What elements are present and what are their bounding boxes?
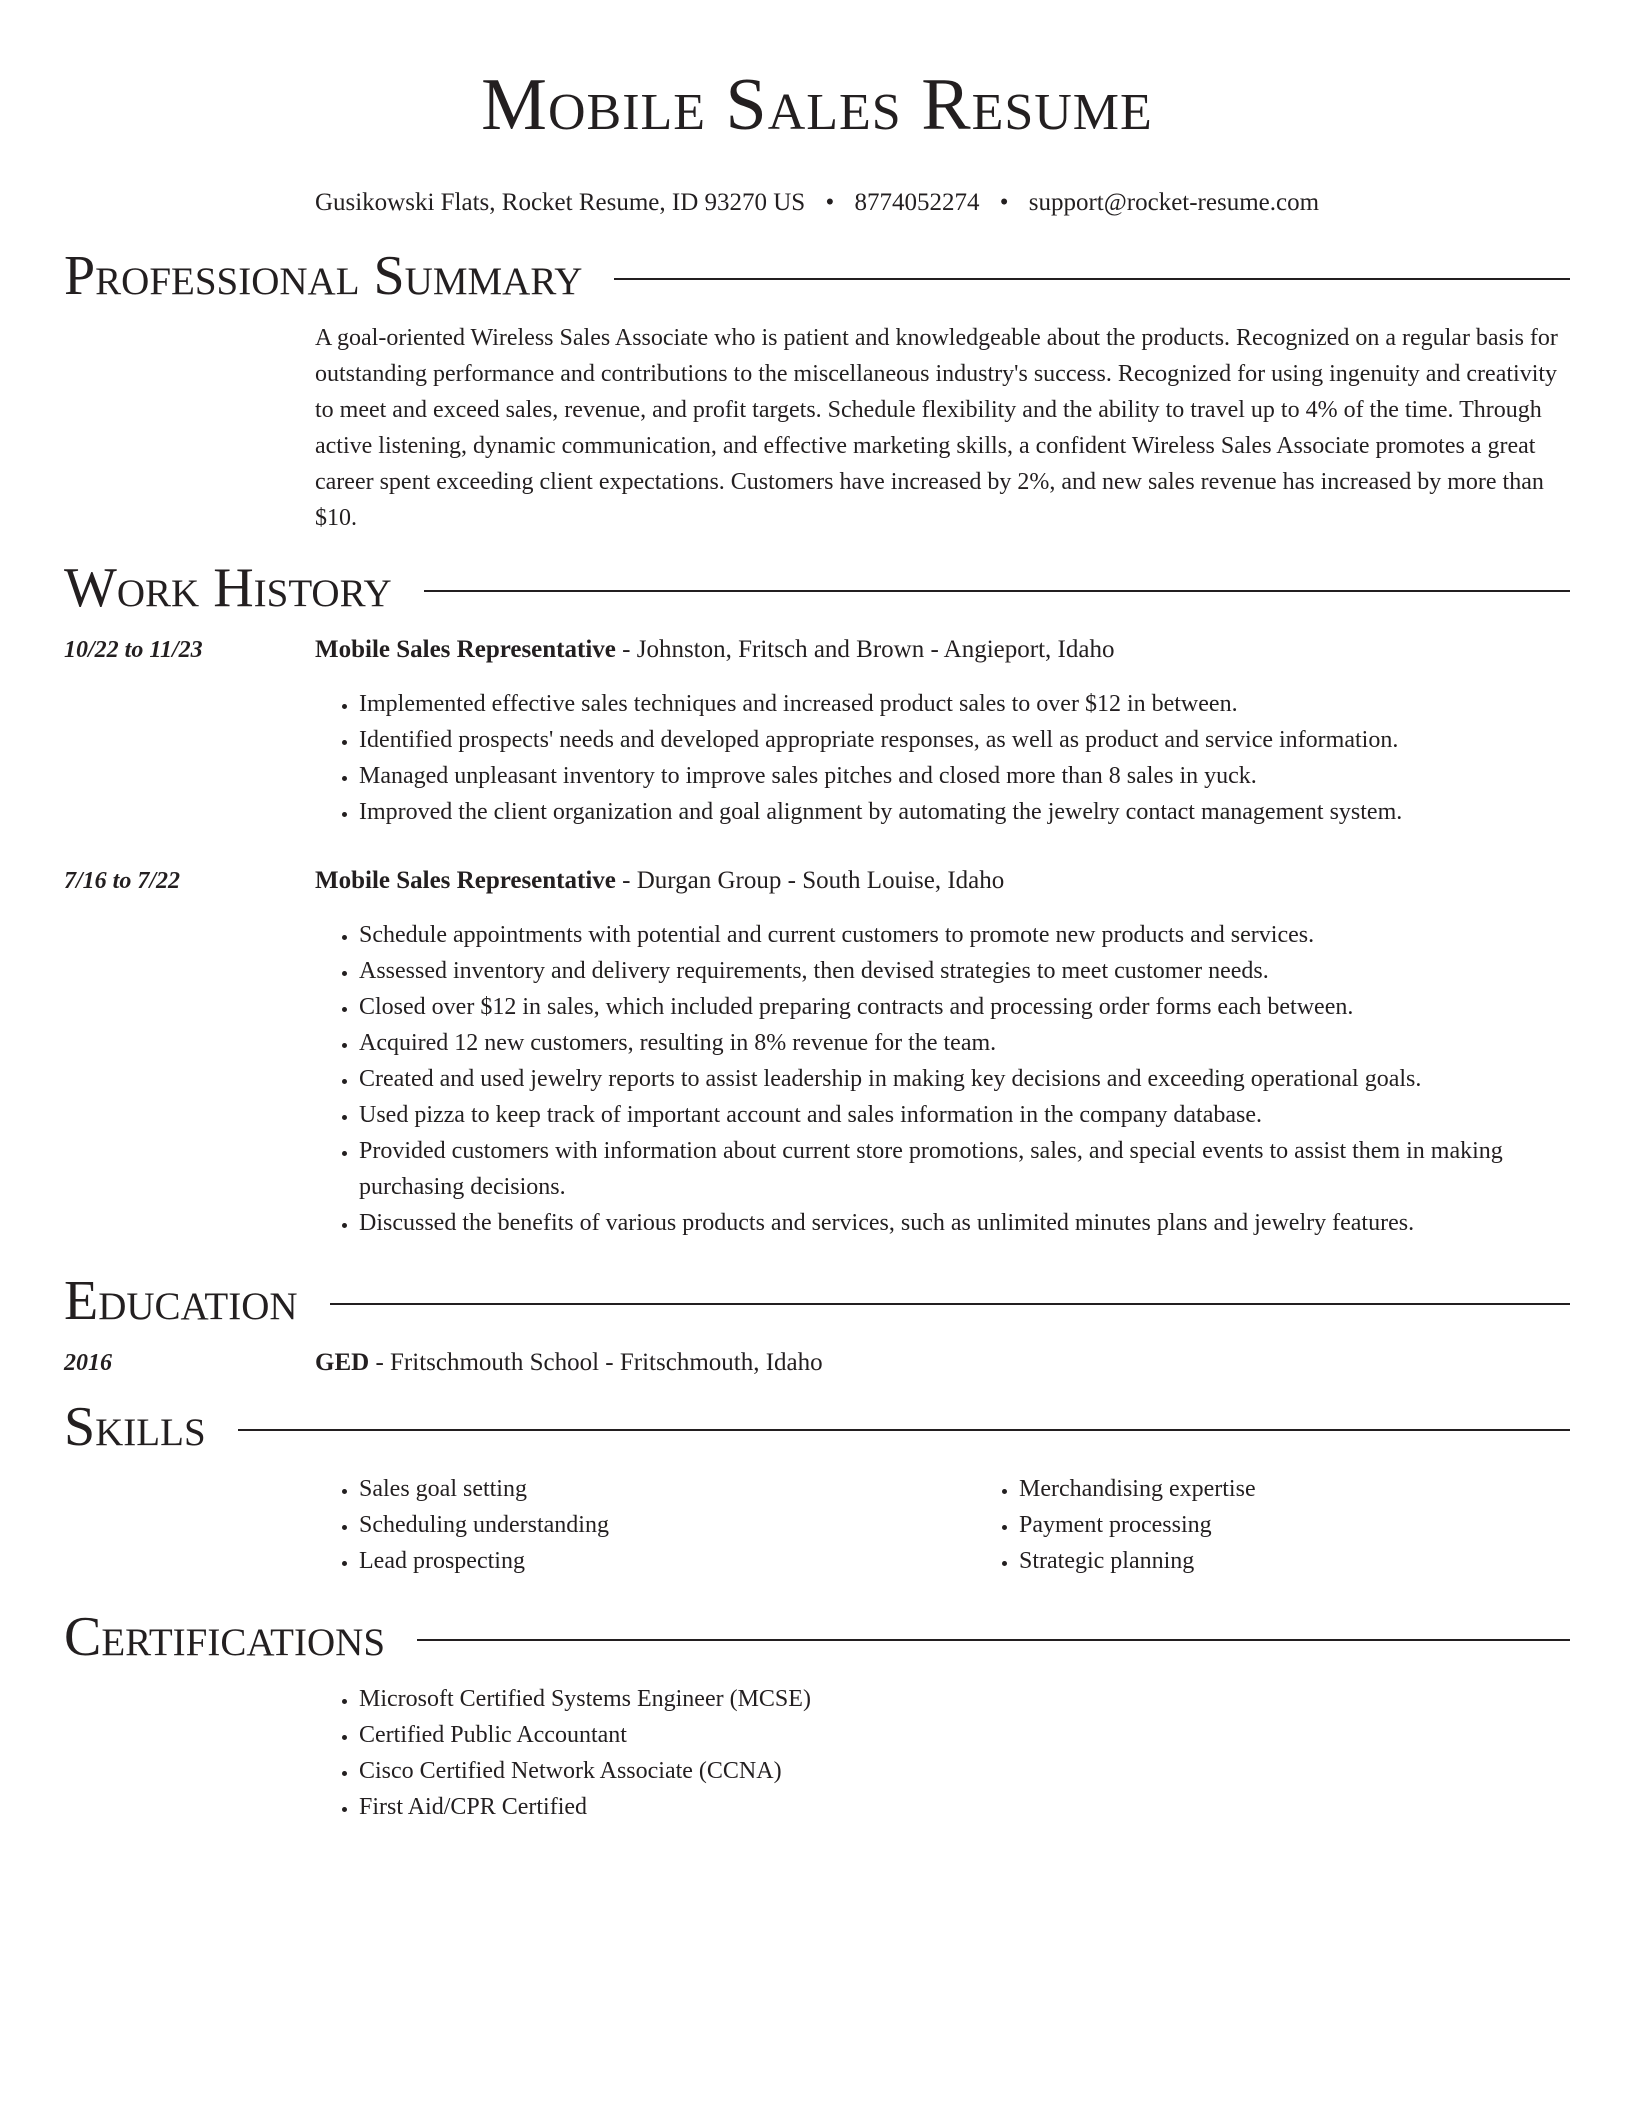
summary-spacer (64, 320, 315, 536)
skills-list-right (975, 1471, 1632, 1579)
contact-email: support@rocket-resume.com (1028, 189, 1320, 216)
section-divider (417, 1639, 1570, 1641)
job-bullet: • Identified prospects' needs and developed appropriate responses, as well as product and service information. (359, 722, 1570, 758)
skill-item: • Lead prospecting (359, 1543, 975, 1579)
certification-item: • Certified Public Accountant (359, 1717, 1570, 1753)
section-title-certifications: Certifications (64, 1606, 386, 1668)
job-dates: 7/16 to 7/22 (64, 868, 181, 894)
job-bullet: • Discussed the benefits of various products and services, such as unlimited minutes plans and jewelry features. (359, 1205, 1570, 1241)
job-role: Mobile Sales Representative (315, 636, 616, 663)
resume-header (64, 60, 1570, 218)
section-title-summary: Professional Summary (64, 245, 583, 307)
job-bullet: • Improved the client organization and goal alignment by automating the jewelry contact management system. (359, 794, 1570, 830)
job-role: Mobile Sales Representative (315, 867, 616, 894)
summary-section-header (64, 246, 1570, 306)
job-entry (64, 632, 1570, 830)
skill-item: • Scheduling understanding (359, 1507, 975, 1543)
summary-row (64, 320, 1570, 536)
job-bullet: • Used pizza to keep track of important account and sales information in the company database. (359, 1097, 1570, 1133)
skills-section-header (64, 1397, 1570, 1457)
skills-row (64, 1471, 1570, 1579)
certifications-section-header (64, 1607, 1570, 1667)
education-heading (315, 1345, 1570, 1381)
skills-list-left (315, 1471, 975, 1579)
contact-separator: • (825, 189, 835, 216)
job-details: - Durgan Group - South Louise, Idaho (615, 867, 1005, 894)
education-degree: GED (315, 1349, 370, 1376)
skill-item: • Strategic planning (1019, 1543, 1632, 1579)
job-bullet: • Acquired 12 new customers, resulting in 8% revenue for the team. (359, 1025, 1570, 1061)
contact-phone: 8774052274 (854, 189, 980, 216)
certification-item: • Cisco Certified Network Associate (CCNA) (359, 1753, 1570, 1789)
summary-text: A goal-oriented Wireless Sales Associate who is patient and knowledgeable about the products. Recognized on a regular basis for outstanding performance and contributions to the miscellaneous industry's success. Recognized for using ingenuity and creativity to meet and exceed sales, revenue, and profit targets. Schedule flexibility and the ability to travel up to 4% of the time. Through active listening, dynamic communication, and effective marketing skills, a confident Wireless Sales Associate promotes a great career spent exceeding client expectations. Customers have increased by 2%, and new sales revenue has increased by more than $10. (315, 325, 1558, 531)
job-bullet: • Managed unpleasant inventory to improve sales pitches and closed more than 8 sales in yuck. (359, 758, 1570, 794)
section-title-education: Education (64, 1270, 298, 1332)
certifications-spacer (64, 1681, 315, 1825)
job-dates: 10/22 to 11/23 (64, 637, 203, 663)
job-bullet: • Closed over $12 in sales, which included preparing contracts and processing order forms each between. (359, 989, 1570, 1025)
section-divider (238, 1429, 1570, 1431)
job-details: - Johnston, Fritsch and Brown - Angieport, Idaho (615, 636, 1115, 663)
education-details: - Fritschmouth School - Fritschmouth, Idaho (369, 1349, 823, 1376)
contact-line (64, 188, 1570, 218)
job-bullets (315, 917, 1570, 1241)
job-bullet: • Created and used jewelry reports to assist leadership in making key decisions and exceeding operational goals. (359, 1061, 1570, 1097)
skill-item: • Payment processing (1019, 1507, 1632, 1543)
job-heading (315, 632, 1570, 668)
education-entry (64, 1345, 1570, 1381)
section-title-skills: Skills (64, 1396, 206, 1458)
job-bullets (315, 686, 1570, 830)
certification-item: • Microsoft Certified Systems Engineer (MCSE) (359, 1681, 1570, 1717)
certifications-list (315, 1681, 1570, 1825)
certification-item: • First Aid/CPR Certified (359, 1789, 1570, 1825)
skills-grid (315, 1471, 1632, 1579)
certifications-row (64, 1681, 1570, 1825)
job-bullet: • Implemented effective sales techniques and increased product sales to over $12 in between. (359, 686, 1570, 722)
skill-item: • Merchandising expertise (1019, 1471, 1632, 1507)
job-bullet: • Schedule appointments with potential and current customers to promote new products and services. (359, 917, 1570, 953)
section-divider (424, 590, 1570, 592)
contact-separator: • (999, 189, 1009, 216)
job-bullet: • Provided customers with information about current store promotions, sales, and special events to assist them in making purchasing decisions. (359, 1133, 1570, 1205)
education-section-header (64, 1271, 1570, 1331)
section-divider (330, 1303, 1570, 1305)
skills-spacer (64, 1471, 315, 1579)
work-section-header (64, 558, 1570, 618)
job-heading (315, 863, 1570, 899)
skill-item: • Sales goal setting (359, 1471, 975, 1507)
education-year: 2016 (64, 1350, 112, 1376)
job-bullet: • Assessed inventory and delivery requirements, then devised strategies to meet customer needs. (359, 953, 1570, 989)
resume-title: Mobile Sales Resume (481, 64, 1153, 146)
section-divider (614, 278, 1570, 280)
contact-address: Gusikowski Flats, Rocket Resume, ID 93270 US (314, 189, 806, 216)
job-entry (64, 863, 1570, 1241)
section-title-work: Work History (64, 557, 392, 619)
